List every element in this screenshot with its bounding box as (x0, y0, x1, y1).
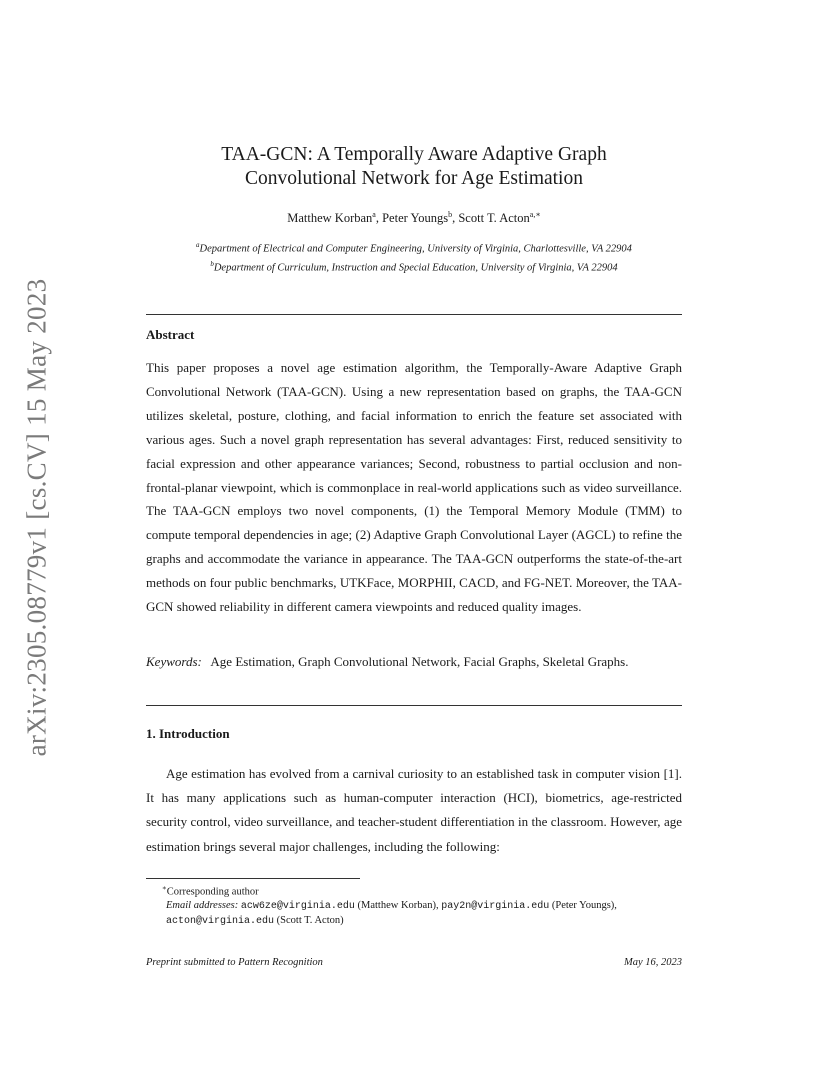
affiliation-mark: b (210, 259, 214, 268)
email-address[interactable]: pay2n@virginia.edu (441, 901, 550, 912)
email-owner: (Scott T. Acton) (276, 914, 344, 926)
author-name: Scott T. Acton (458, 211, 530, 226)
affiliation-text: Department of Curriculum, Instruction and Special Education, University of Virginia, VA 22904 (213, 262, 618, 273)
page-footer (146, 957, 682, 968)
arxiv-identifier (22, 276, 52, 758)
footer-venue: Preprint submitted to Pattern Recognition (146, 957, 323, 968)
title-line-1: TAA-GCN: A Temporally Aware Adaptive Graph (221, 144, 607, 165)
footnote-rule (146, 878, 360, 879)
abstract-text: This paper proposes a novel age estimation algorithm, the Temporally-Aware Adaptive Graph Convolutional Network (TAA-GCN). Using a new representation based on graphs, the TAA-GCN utilizes skeletal, posture, clothing, and facial information to enrich the feature set associated with various ages. Such a novel graph representation has several advantages: First, reduced sensitivity to facial expression and other appearance variances; Second, robustness to partial occlusion and non-frontal-planar viewpoint, which is commonplace in real-world applications such as video surveillance. The TAA-GCN employs two novel components, (1) the Temporal Memory Module (TMM) to compute temporal dependencies in age; (2) Adaptive Graph Convolutional Layer (AGCL) to refine the graphs and accommodate the variance in appearance. The TAA-GCN outperforms the state-of-the-art methods on four public benchmarks, UTKFace, MORPHII, CACD, and FG-NET. Moreover, the TAA-GCN showed reliability in different camera viewpoints and reduced quality images. (146, 360, 682, 615)
corresponding-author-text: Corresponding author (166, 886, 259, 898)
abstract-top-rule (146, 314, 682, 315)
author-name: Matthew Korban (287, 211, 373, 226)
affiliation-text: Department of Electrical and Computer Engineering, University of Virginia, Charlottesville, VA 22904 (199, 243, 632, 255)
abstract-heading: Abstract (146, 327, 195, 342)
paper-title (146, 143, 682, 191)
introduction-heading: 1. Introduction (146, 726, 230, 741)
email-address[interactable]: acw6ze@virginia.edu (240, 901, 355, 912)
keywords (146, 650, 646, 673)
affiliation (120, 257, 708, 276)
abstract-bottom-rule (146, 705, 682, 706)
email-owner: (Matthew Korban), (357, 900, 439, 911)
keywords-label: Keywords: (146, 654, 202, 669)
author-name: Peter Youngs (382, 211, 449, 226)
author-affil-mark: a (372, 210, 376, 219)
author-affil-mark: a,∗ (529, 210, 541, 219)
footnote (146, 882, 682, 928)
keywords-text: Age Estimation, Graph Convolutional Network, Facial Graphs, Skeletal Graphs. (210, 654, 629, 669)
footer-date: May 16, 2023 (623, 957, 682, 968)
email-addresses (146, 899, 682, 928)
email-owner: (Peter Youngs), (551, 900, 617, 911)
author-list: Matthew Korban$^a$, Peter Youngs$^b$, Scott T. Acton$^{a,∗}$ (287, 210, 541, 226)
introduction-text: Age estimation has evolved from a carnival curiosity to an established task in computer vision [1]. It has many applications such as human-computer interaction (HCI), biometrics, age-restricted security control, video surveillance, and teacher-student differentiation in the classroom. However, age estimation brings several major challenges, including the following: (146, 766, 682, 854)
title-line-2: Convolutional Network for Age Estimation (245, 168, 583, 189)
corresponding-author-note (146, 882, 682, 899)
affiliation-mark: a (196, 241, 200, 249)
email-label: Email addresses: (166, 900, 239, 911)
footnote-mark: ∗ (162, 884, 167, 892)
author-affil-mark: b (448, 210, 453, 219)
affiliations (120, 238, 708, 275)
email-address[interactable]: acton@virginia.edu (166, 915, 275, 927)
affiliation (120, 238, 708, 257)
arxiv-identifier-text: arXiv:2305.08779v1 [cs.CV] 15 May 2023 (21, 278, 52, 756)
